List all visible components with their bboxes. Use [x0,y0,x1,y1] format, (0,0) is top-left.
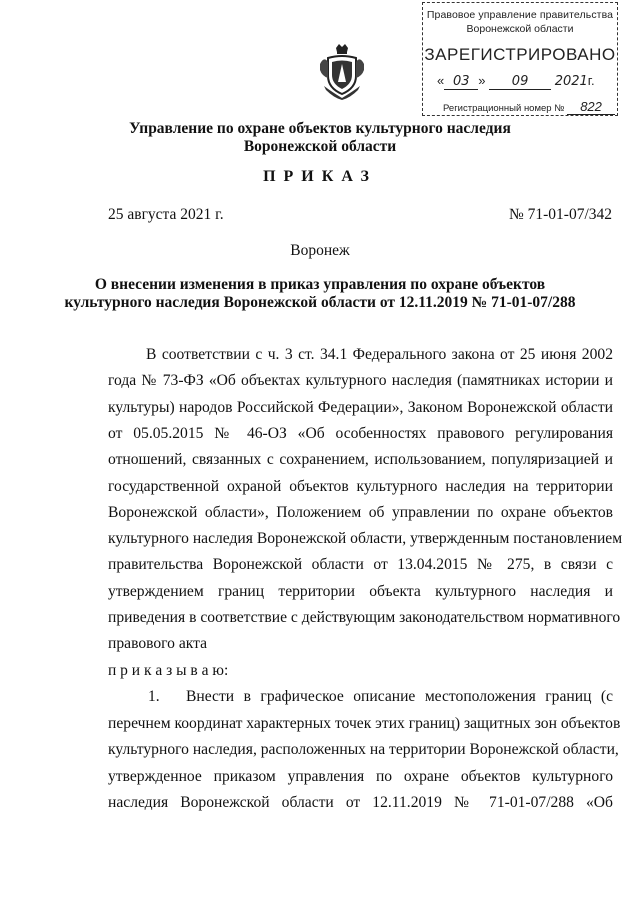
registration-stamp [422,2,618,116]
stamp-registered-label: ЗАРЕГИСТРИРОВАНО [424,45,616,64]
body-lines-line: утверждением границ территории объекта культурного наследия и [108,582,613,600]
item1-lines-line: перечнем координат характерных точек этих границ) защитных зон объектов [108,714,621,732]
stamp-reg-number: 822 [567,99,615,115]
item1-lines-line: культурного наследия, расположенных на территории Воронежской области, [108,741,619,759]
item1-lines-line: Внести в графическое описание местоположения границ (с [186,688,613,705]
body-lines-line: года № 73-ФЗ «Об объектах культурного наследия (памятниках истории и [108,372,613,390]
body-lines-line: Воронежской области», Положением об управлении по охране объектов [108,503,613,521]
stamp-authority-line1: Правовое управление правительства [426,9,614,21]
subject-line2: культурного наследия Воронежской области от 12.11.2019 № 71-01-07/288 [64,294,576,311]
body-lines-line: государственной охраной объектов культурного наследия на территории [108,477,613,495]
stamp-date: « 03 » 09 2021г. [437,73,595,89]
org-name-line1: Управление по охране объектов культурного наследия [129,120,511,137]
org-name-line2: Воронежской области [243,138,397,155]
document-date: 25 августа 2021 г. [108,206,224,223]
body-lines-line: отношений, связанных с сохранением, использованием, популяризацией и [108,451,613,469]
item1-lines-line: наследия Воронежской области от 12.11.2019 № 71-01-07/288 «Об [108,794,613,812]
document-city: Воронеж [290,242,350,259]
stamp-reg-number-label: Регистрационный номер № [443,103,565,114]
order-word: п р и к а з ы в а ю: [108,662,229,679]
body-lines-line: правового акта [108,635,208,653]
subject-line1: О внесении изменения в приказ управления по охране объектов [94,276,546,293]
body-lines-line: В соответствии с ч. 3 ст. 34.1 Федерального закона от 25 июня 2002 [146,346,613,363]
stamp-authority-line2: Воронежской области [466,23,574,35]
body-lines-line: правительства Воронежской области от 13.04.2015 № 275, в связи с [108,556,613,574]
body-lines-line: культурного наследия Воронежской области, утвержденным постановлением [108,530,623,548]
document-number: № 71-01-07/342 [508,206,612,223]
item-number: 1. [148,688,160,705]
stamp-year-suffix: г. [587,73,595,88]
stamp-date-day: 03 [444,74,478,90]
item1-lines-line: утвержденное приказом управления по охране объектов культурного [108,767,613,785]
body-lines-line: от 05.05.2015 № 46-ОЗ «Об особенностях правового регулирования [108,424,613,442]
body-lines-line: приведения в соответствие с действующим законодательством нормативного [108,609,621,626]
document-title: ПРИКАЗ [263,168,377,185]
body-lines-line: культуры) народов Российской Федерации», Законом Воронежской области [108,398,613,416]
coat-of-arms-icon [318,42,366,100]
stamp-reg-number-row [443,99,615,115]
stamp-date-month: 09 [489,74,551,90]
stamp-date-year: 2021 [554,74,588,89]
